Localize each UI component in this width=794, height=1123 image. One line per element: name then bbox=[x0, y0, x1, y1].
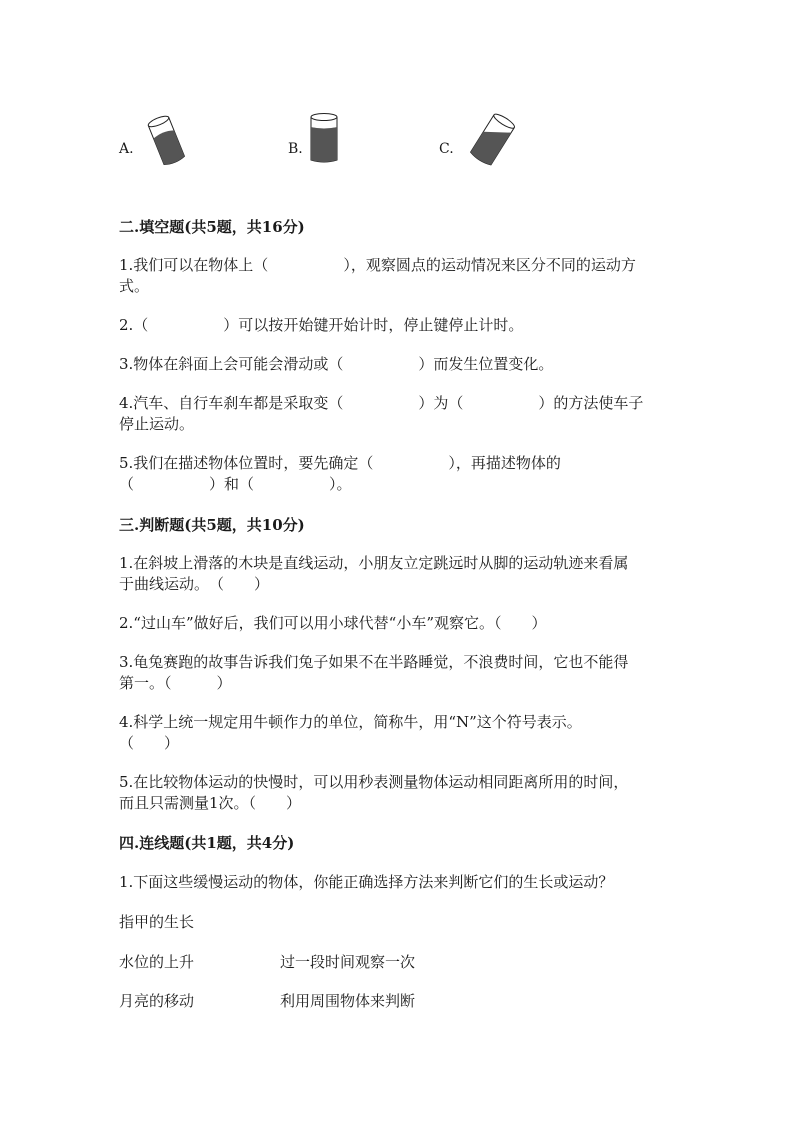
fill-question-1-line-2: 式。 bbox=[119, 277, 150, 295]
judge-question-4-line-2: （ ） bbox=[119, 734, 180, 752]
fill-question-2: 2.（ ）可以按开始键开始计时，停止键停止计时。 bbox=[119, 316, 524, 334]
match-right-item: 利用周围物体来判断 bbox=[280, 992, 416, 1010]
fill-question-4-line-2: 停止运动。 bbox=[119, 415, 195, 433]
match-question-1: 1.下面这些缓慢运动的物体，你能正确选择方法来判断它们的生长或运动？ bbox=[119, 873, 614, 891]
fill-question-4-line-1: 4.汽车、自行车刹车都是采取变（ ）为（ ）的方法使车子 bbox=[119, 394, 644, 412]
fill-question-5-line-1: 5.我们在描述物体位置时，要先确定（ ），再描述物体的 bbox=[119, 454, 561, 472]
choice-c-label: C. bbox=[439, 141, 454, 157]
section-2-heading: 二.填空题(共5题，共16分) bbox=[119, 218, 305, 236]
section-3-heading: 三.判断题(共5题，共10分) bbox=[119, 516, 305, 534]
match-left-item: 月亮的移动 bbox=[119, 992, 195, 1010]
judge-question-3-line-1: 3.龟兔赛跑的故事告诉我们兔子如果不在半路睡觉，不浪费时间，它也不能得 bbox=[119, 653, 629, 671]
choice-a-label: A. bbox=[119, 141, 134, 157]
judge-question-2: 2.“过山车”做好后，我们可以用小球代替“小车”观察它。（ ） bbox=[119, 614, 547, 632]
judge-question-4-line-1: 4.科学上统一规定用牛顿作力的单位，简称牛，用“N”这个符号表示。 bbox=[119, 713, 582, 731]
judge-question-3-line-2: 第一。（ ） bbox=[119, 674, 232, 692]
tilted-beaker-a-icon bbox=[140, 110, 192, 170]
judge-question-5-line-2: 而且只需测量1次。（ ） bbox=[119, 794, 302, 812]
judge-question-1-line-2: 于曲线运动。 （ ） bbox=[119, 575, 270, 593]
upright-beaker-b-icon bbox=[304, 107, 344, 167]
section-4-heading: 四.连线题(共1题，共4分) bbox=[119, 834, 295, 852]
tilted-beaker-c-icon bbox=[463, 108, 523, 170]
fill-question-3: 3.物体在斜面上会可能会滑动或（ ）而发生位置变化。 bbox=[119, 355, 554, 373]
fill-question-5-line-2: （ ）和（ ）。 bbox=[119, 475, 352, 493]
match-left-item: 指甲的生长 bbox=[119, 913, 195, 931]
fill-question-1-line-1: 1.我们可以在物体上（ ），观察圆点的运动情况来区分不同的运动方 bbox=[119, 256, 636, 274]
match-right-item: 过一段时间观察一次 bbox=[280, 953, 416, 971]
choice-b-label: B. bbox=[288, 141, 303, 157]
judge-question-5-line-1: 5.在比较物体运动的快慢时，可以用秒表测量物体运动相同距离所用的时间， bbox=[119, 773, 629, 791]
judge-question-1-line-1: 1.在斜坡上滑落的木块是直线运动，小朋友立定跳远时从脚的运动轨迹来看属 bbox=[119, 554, 629, 572]
match-left-item: 水位的上升 bbox=[119, 953, 195, 971]
